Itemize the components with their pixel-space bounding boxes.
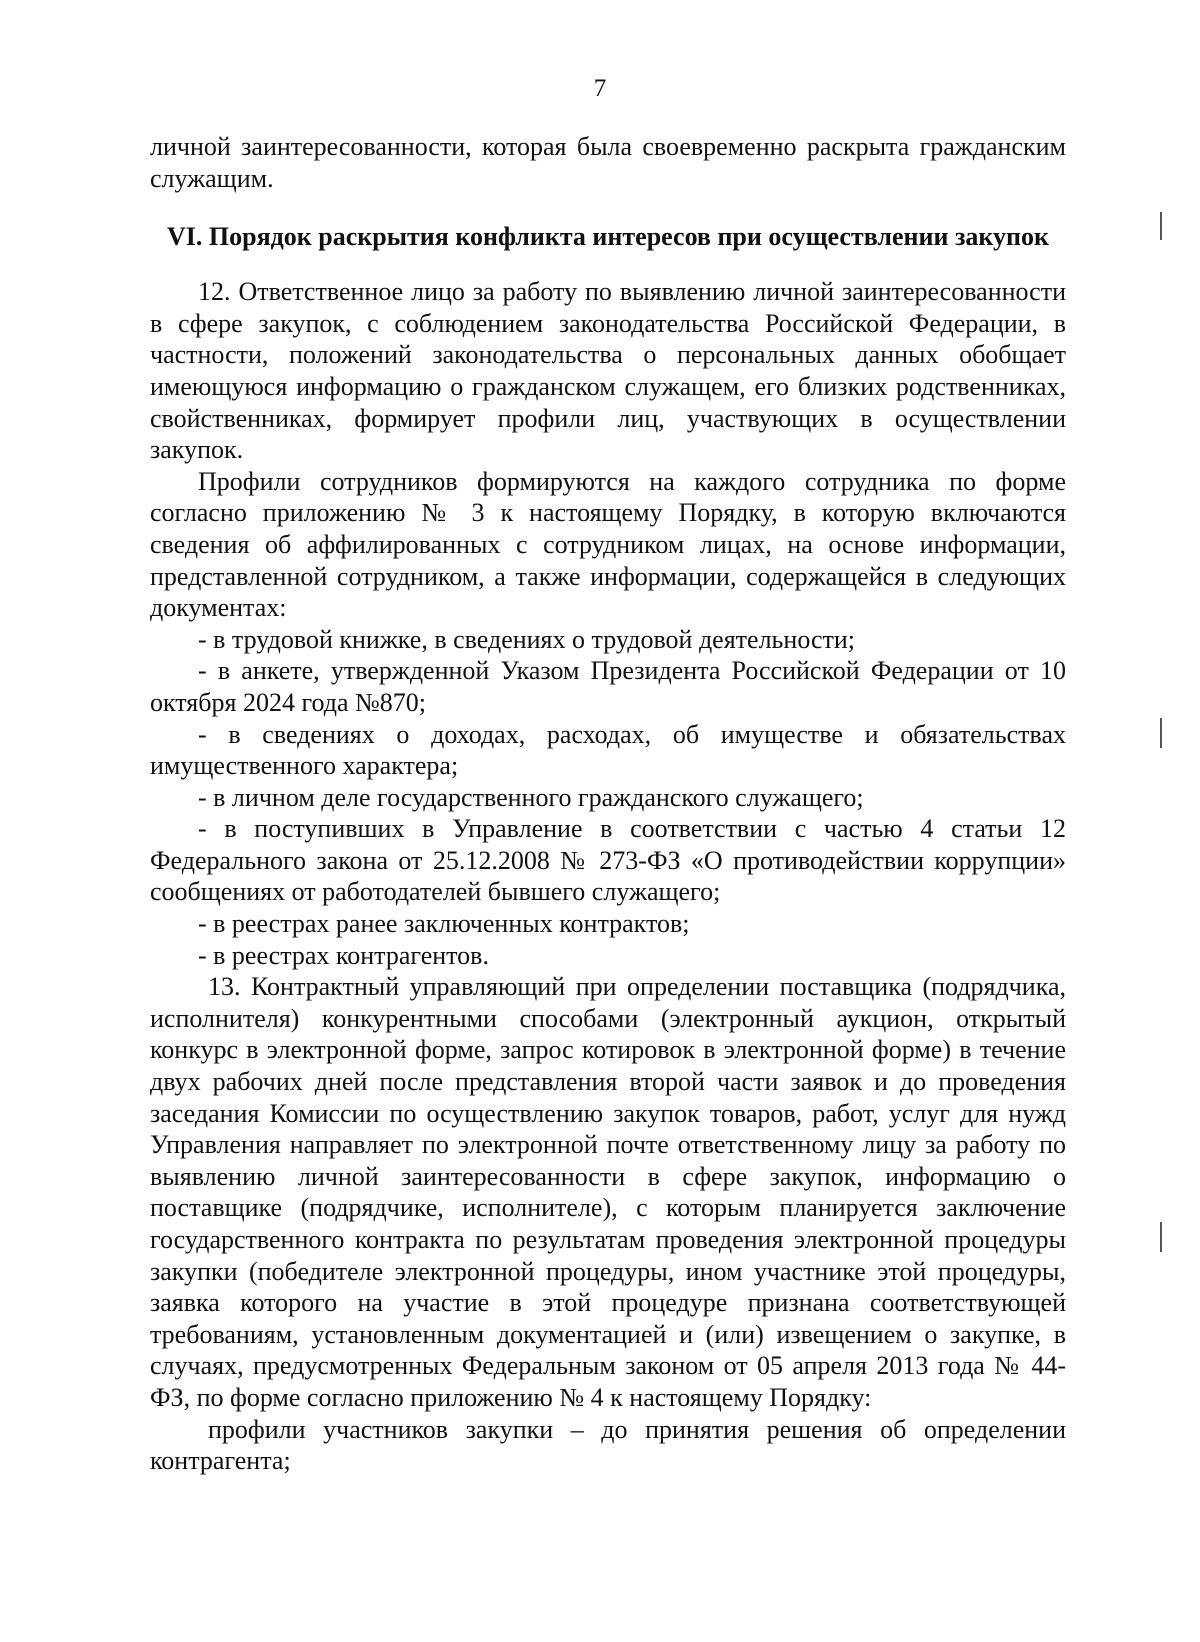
scan-edge-mark <box>1160 1222 1162 1252</box>
paragraph-profiles: Профили сотрудников формируются на каждого сотрудника по форме согласно приложению № 3 к настоящему Порядку, в которую включаются сведения об аффилированных с сотрудником лицах, на основе информации, представленной сотрудником, а также информации, содержащейся в следующих документах: <box>150 466 1066 623</box>
list-item: - в анкете, утвержденной Указом Президента Российской Федерации от 10 октября 2024 года №870; <box>150 656 1066 717</box>
section-heading: VI. Порядок раскрытия конфликта интересов при осуществлении закупок <box>167 222 1049 252</box>
spacer <box>150 252 1066 276</box>
paragraph-profiles-participants: профили участников закупки – до принятия решения об определении контрагента; <box>150 1414 1066 1476</box>
list-item: - в сведениях о доходах, расходах, об имуществе и обязательствах имущественного характера; <box>150 719 1066 781</box>
scan-edge-mark <box>1160 718 1162 748</box>
document-body <box>150 131 1066 1477</box>
paragraph-13: 13. Контрактный управляющий при определении поставщика (подрядчика, исполнителя) конкурентными способами (электронный аукцион, открытый конкурс в электронной форме, запрос котировок в электронной форме) в течение двух рабочих дней после представления второй части заявок и до проведения заседания Комиссии по осуществлению закупок товаров, работ, услуг для нужд Управления направляет по электронной почте ответственному лицу за работу по выявлению личной заинтересованности в сфере закупок, информацию о поставщике (подрядчике, исполнителе), с которым планируется заключение государственного контракта по результатам проведения электронной процедуры закупки (победителе электронной процедуры, ином участнике этой процедуры, заявка которого на участие в этой процедуре признана соответствующей требованиям, установленным документацией и (или) извещением о закупке, в случаях, предусмотренных Федеральным законом от 05 апреля 2013 года № 44-ФЗ, по форме согласно приложению № 4 к настоящему Порядку: <box>150 972 1066 1412</box>
page-number: 7 <box>593 75 607 102</box>
list-item: - в личном деле государственного гражданского служащего; <box>198 782 864 812</box>
list-item: - в реестрах ранее заключенных контрактов; <box>198 909 690 939</box>
paragraph-12: 12. Ответственное лицо за работу по выявлению личной заинтересованности в сфере закупок, с соблюдением законодательства Российской Федерации, в частности, положений законодательства о персональных данных обобщает имеющуюся информацию о гражданском служащем, его близких родственниках, свойственниках, формирует профили лиц, участвующих в осуществлении закупок. <box>150 277 1066 465</box>
list-item: - в поступивших в Управление в соответствии с частью 4 статьи 12 Федерального закона от 25.12.2008 № 273-ФЗ «О противодействии коррупции» сообщениях от работодателей бывшего служащего; <box>150 814 1066 907</box>
spacer <box>150 194 1066 221</box>
scan-edge-mark <box>1160 212 1162 240</box>
list-item: - в трудовой книжке, в сведениях о трудовой деятельности; <box>198 624 856 654</box>
top-fragment-paragraph: личной заинтересованности, которая была своевременно раскрыта гражданским служащим. <box>150 132 1066 193</box>
list-item: - в реестрах контрагентов. <box>198 940 489 970</box>
